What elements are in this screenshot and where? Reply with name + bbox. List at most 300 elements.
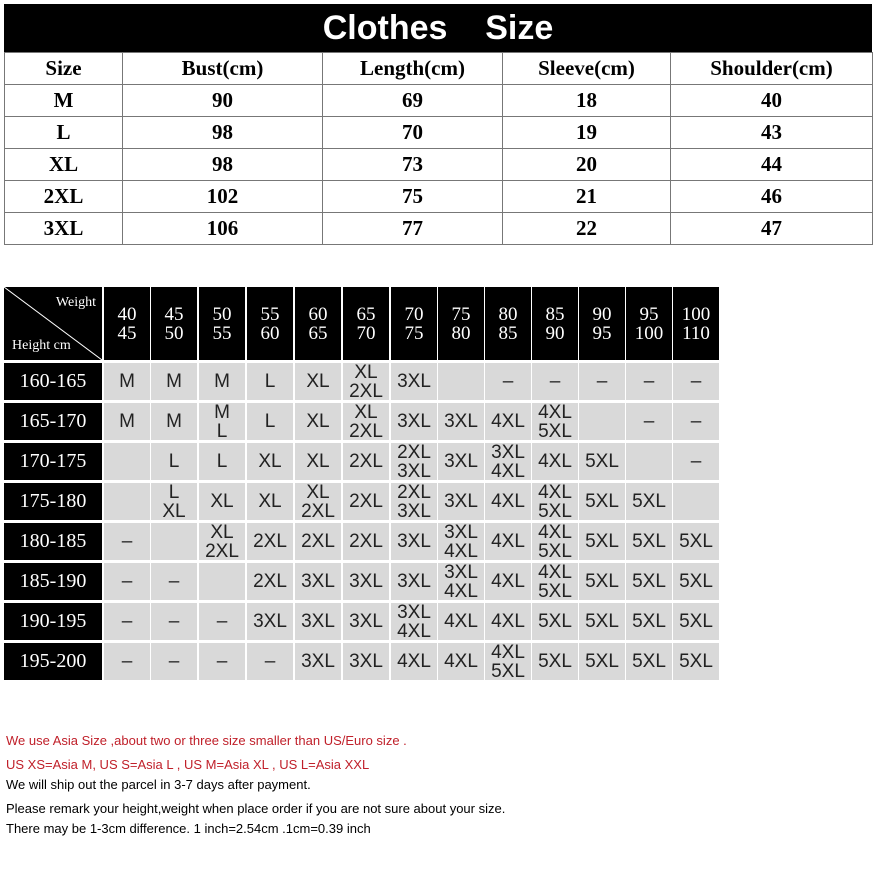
- recommended-size: –: [596, 371, 608, 392]
- size-chart-cell: [579, 523, 625, 560]
- height-row-label: 165-170: [4, 403, 102, 440]
- size-table-cell: 75: [323, 181, 503, 213]
- height-row-label: 195-200: [4, 643, 102, 680]
- header-size: Size: [5, 53, 123, 85]
- size-chart-cell: [391, 483, 437, 520]
- recommended-size: XL: [306, 411, 330, 432]
- recommended-size: 3XL: [349, 611, 383, 632]
- size-chart-cell: [438, 443, 484, 480]
- recommended-size: 3XL: [397, 601, 431, 623]
- size-table-cell: XL: [5, 149, 123, 181]
- size-table-cell: M: [5, 85, 123, 117]
- size-table-row: [5, 213, 873, 245]
- size-table-cell: 98: [123, 149, 323, 181]
- recommended-size: 3XL: [397, 411, 431, 432]
- weight-value: 75: [404, 322, 424, 344]
- header-shoulder: Shoulder(cm): [671, 53, 873, 85]
- weight-value: 65: [356, 303, 376, 325]
- recommended-size: M: [166, 411, 182, 432]
- recommended-size: 4XL: [397, 620, 431, 642]
- size-chart-cell: [199, 483, 245, 520]
- weight-value: 55: [260, 303, 280, 325]
- size-chart-cell: [391, 443, 437, 480]
- size-chart-cell: [485, 523, 531, 560]
- size-chart-cell: [391, 363, 437, 400]
- weight-value: 70: [404, 303, 424, 325]
- recommended-size: –: [121, 611, 133, 632]
- size-table-cell: 47: [671, 213, 873, 245]
- size-table-header-row: [5, 53, 873, 85]
- size-table-cell: 73: [323, 149, 503, 181]
- corner-weight-label: Weight: [55, 295, 96, 310]
- recommended-size: M: [166, 371, 182, 392]
- recommended-size: 3XL: [301, 611, 335, 632]
- size-chart-cell: [438, 403, 484, 440]
- size-chart-cell: [626, 523, 672, 560]
- size-chart-cell: [295, 403, 341, 440]
- recommended-size: XL: [306, 371, 330, 392]
- size-chart-cell: [199, 523, 245, 560]
- recommended-size: 2XL: [349, 451, 383, 472]
- size-chart-cell: [673, 483, 719, 520]
- size-chart-cell: [151, 603, 197, 640]
- size-chart-cell: [104, 563, 150, 600]
- recommended-size: 3XL: [349, 651, 383, 672]
- recommended-size: 5XL: [679, 571, 713, 592]
- size-chart-cell: [247, 403, 293, 440]
- recommended-size: –: [690, 411, 702, 432]
- size-chart-cell: [579, 443, 625, 480]
- chart-corner-header: [4, 287, 102, 360]
- size-chart-cell: [151, 403, 197, 440]
- note-line: Please remark your height,weight when place order if you are not sure about your size.: [6, 801, 506, 816]
- recommended-size: 3XL: [444, 411, 478, 432]
- recommended-size: 5XL: [679, 611, 713, 632]
- size-table-row: [5, 117, 873, 149]
- size-chart-cell: [438, 523, 484, 560]
- size-chart-cell: [343, 523, 389, 560]
- size-chart-cell: [199, 603, 245, 640]
- size-chart-cell: [391, 643, 437, 680]
- weight-value: 90: [545, 322, 565, 344]
- size-chart-cell: [295, 523, 341, 560]
- recommended-size: 5XL: [679, 651, 713, 672]
- recommended-size: 4XL: [444, 540, 478, 562]
- weight-column-header: [151, 287, 197, 360]
- recommended-size: 5XL: [585, 491, 619, 512]
- size-chart-cell: [626, 363, 672, 400]
- recommended-size: 3XL: [444, 451, 478, 472]
- note-line: We use Asia Size ,about two or three size smaller than US/Euro size .: [6, 733, 407, 748]
- size-chart-cell: [579, 483, 625, 520]
- recommended-size: 4XL: [491, 571, 525, 592]
- recommended-size: 5XL: [679, 531, 713, 552]
- recommended-size: 5XL: [538, 580, 572, 602]
- size-chart-cell: [626, 603, 672, 640]
- recommended-size: 4XL: [397, 651, 431, 672]
- size-chart-cell: [104, 403, 150, 440]
- weight-value: 95: [639, 303, 659, 325]
- size-chart-cell: [673, 403, 719, 440]
- size-chart-cell: [532, 523, 578, 560]
- recommended-size: 3XL: [444, 491, 478, 512]
- recommended-size: M: [214, 401, 230, 423]
- clothes-size-table: [4, 52, 873, 245]
- recommended-size: 3XL: [444, 521, 478, 543]
- size-table-row: [5, 149, 873, 181]
- recommended-size: M: [119, 411, 135, 432]
- size-chart-cell: [151, 563, 197, 600]
- weight-value: 50: [212, 303, 232, 325]
- size-chart-cell: [104, 643, 150, 680]
- size-chart-cell: [295, 363, 341, 400]
- height-row-label: 160-165: [4, 363, 102, 400]
- recommended-size: 3XL: [397, 460, 431, 482]
- size-chart-cell: [673, 523, 719, 560]
- size-table-cell: 22: [503, 213, 671, 245]
- size-chart-cell: [673, 563, 719, 600]
- size-chart-cell: [485, 363, 531, 400]
- weight-column-header: [391, 287, 437, 360]
- weight-value: 60: [308, 303, 328, 325]
- size-chart-cell: [579, 563, 625, 600]
- weight-value: 80: [498, 303, 518, 325]
- recommended-size: L: [168, 451, 180, 472]
- recommended-size: 3XL: [301, 571, 335, 592]
- size-chart-cell: [104, 363, 150, 400]
- size-chart-cell: [104, 523, 150, 560]
- weight-value: 100: [634, 322, 664, 344]
- recommended-size: 2XL: [301, 500, 335, 522]
- recommended-size: –: [216, 651, 228, 672]
- weight-value: 75: [451, 303, 471, 325]
- size-chart-cell: [199, 443, 245, 480]
- recommended-size: 4XL: [491, 611, 525, 632]
- recommended-size: M: [214, 371, 230, 392]
- size-table-cell: L: [5, 117, 123, 149]
- note-line: There may be 1-3cm difference. 1 inch=2.54cm .1cm=0.39 inch: [6, 821, 371, 836]
- weight-column-header: [673, 287, 719, 360]
- size-chart-cell: [579, 403, 625, 440]
- size-chart-cell: [199, 403, 245, 440]
- recommended-size: 5XL: [538, 540, 572, 562]
- size-chart-cell: [626, 563, 672, 600]
- header-sleeve: Sleeve(cm): [503, 53, 671, 85]
- recommended-size: 3XL: [397, 531, 431, 552]
- size-chart-cell: [391, 603, 437, 640]
- size-chart-cell: [247, 603, 293, 640]
- note-line: We will ship out the parcel in 3-7 days after payment.: [6, 777, 311, 792]
- recommended-size: 2XL: [301, 531, 335, 552]
- recommended-size: 3XL: [491, 441, 525, 463]
- weight-value: 90: [592, 303, 612, 325]
- recommended-size: –: [264, 651, 276, 672]
- recommended-size: 2XL: [349, 491, 383, 512]
- size-chart-cell: [626, 403, 672, 440]
- recommended-size: –: [643, 371, 655, 392]
- recommended-size: M: [119, 371, 135, 392]
- recommended-size: –: [502, 371, 514, 392]
- recommended-size: 4XL: [444, 611, 478, 632]
- size-chart-cell: [438, 643, 484, 680]
- recommended-size: 3XL: [349, 571, 383, 592]
- recommended-size: 5XL: [585, 651, 619, 672]
- size-chart-cell: [343, 363, 389, 400]
- recommended-size: 5XL: [538, 611, 572, 632]
- size-chart-cell: [626, 643, 672, 680]
- size-chart-cell: [104, 603, 150, 640]
- corner-height-label: Height cm: [12, 338, 71, 353]
- size-table-cell: 21: [503, 181, 671, 213]
- weight-value: 110: [682, 322, 710, 344]
- size-table-cell: 43: [671, 117, 873, 149]
- recommended-size: 5XL: [585, 611, 619, 632]
- recommended-size: –: [549, 371, 561, 392]
- recommended-size: 3XL: [253, 611, 287, 632]
- size-chart-cell: [391, 523, 437, 560]
- size-chart-cell: [532, 603, 578, 640]
- size-table-cell: 90: [123, 85, 323, 117]
- size-table-row: [5, 181, 873, 213]
- size-chart-cell: [343, 603, 389, 640]
- weight-value: 100: [681, 303, 711, 325]
- recommended-size: 5XL: [585, 451, 619, 472]
- size-table-cell: 70: [323, 117, 503, 149]
- recommended-size: 2XL: [349, 380, 383, 402]
- size-chart-cell: [247, 563, 293, 600]
- weight-column-header: [438, 287, 484, 360]
- size-chart-cell: [151, 643, 197, 680]
- recommended-size: 4XL: [491, 491, 525, 512]
- recommended-size: XL: [210, 521, 234, 543]
- height-row-label: 190-195: [4, 603, 102, 640]
- size-chart-cell: [485, 483, 531, 520]
- recommended-size: 4XL: [538, 451, 572, 472]
- size-chart-cell: [295, 563, 341, 600]
- recommended-size: 4XL: [538, 561, 572, 583]
- weight-value: 85: [498, 322, 518, 344]
- recommended-size: 3XL: [301, 651, 335, 672]
- recommended-size: 5XL: [632, 531, 666, 552]
- size-table-cell: 18: [503, 85, 671, 117]
- weight-column-header: [485, 287, 531, 360]
- size-chart-cell: [485, 643, 531, 680]
- size-chart-cell: [247, 483, 293, 520]
- recommended-size: 4XL: [538, 521, 572, 543]
- size-chart-cell: [532, 403, 578, 440]
- size-chart-cell: [247, 443, 293, 480]
- recommended-size: 4XL: [491, 411, 525, 432]
- recommended-size: 2XL: [349, 531, 383, 552]
- size-table-cell: 3XL: [5, 213, 123, 245]
- size-chart-cell: [626, 483, 672, 520]
- size-table-cell: 98: [123, 117, 323, 149]
- weight-column-header: [532, 287, 578, 360]
- size-chart-cell: [391, 563, 437, 600]
- recommended-size: XL: [258, 491, 282, 512]
- size-chart-cell: [343, 643, 389, 680]
- weight-column-header: [247, 287, 293, 360]
- weight-value: 70: [356, 322, 376, 344]
- recommended-size: L: [264, 371, 276, 392]
- recommended-size: 2XL: [253, 571, 287, 592]
- weight-value: 40: [117, 303, 137, 325]
- recommended-size: XL: [354, 361, 378, 383]
- recommended-size: 3XL: [444, 561, 478, 583]
- size-chart-cell: [485, 443, 531, 480]
- size-chart-cell: [199, 363, 245, 400]
- recommended-size: XL: [162, 500, 186, 522]
- size-chart-cell: [438, 363, 484, 400]
- weight-value: 45: [164, 303, 184, 325]
- height-row-label: 170-175: [4, 443, 102, 480]
- size-chart-cell: [104, 483, 150, 520]
- height-row-label: 175-180: [4, 483, 102, 520]
- size-chart-cell: [343, 563, 389, 600]
- recommended-size: XL: [210, 491, 234, 512]
- recommended-size: –: [643, 411, 655, 432]
- recommended-size: 5XL: [632, 611, 666, 632]
- weight-column-header: [626, 287, 672, 360]
- weight-value: 60: [260, 322, 280, 344]
- recommended-size: –: [121, 651, 133, 672]
- recommended-size: –: [690, 451, 702, 472]
- recommended-size: –: [690, 371, 702, 392]
- recommended-size: 4XL: [538, 401, 572, 423]
- weight-column-header: [295, 287, 341, 360]
- size-chart-cell: [673, 363, 719, 400]
- size-table-cell: 40: [671, 85, 873, 117]
- clothes-size-title: Clothes Size: [4, 4, 872, 52]
- size-chart-cell: [579, 603, 625, 640]
- size-chart-cell: [579, 363, 625, 400]
- recommended-size: 3XL: [397, 500, 431, 522]
- size-chart-cell: [247, 523, 293, 560]
- size-chart-cell: [151, 483, 197, 520]
- size-chart-cell: [438, 563, 484, 600]
- size-chart-cell: [391, 403, 437, 440]
- size-table-row: [5, 85, 873, 117]
- size-chart-cell: [104, 443, 150, 480]
- size-chart-cell: [485, 563, 531, 600]
- header-length: Length(cm): [323, 53, 503, 85]
- recommended-size: 4XL: [491, 641, 525, 663]
- weight-value: 50: [164, 322, 184, 344]
- recommended-size: –: [168, 651, 180, 672]
- recommended-size: 3XL: [397, 571, 431, 592]
- size-chart-cell: [247, 363, 293, 400]
- recommended-size: –: [168, 611, 180, 632]
- recommended-size: 4XL: [491, 531, 525, 552]
- size-chart-cell: [199, 563, 245, 600]
- recommended-size: 5XL: [585, 571, 619, 592]
- size-chart-cell: [626, 443, 672, 480]
- weight-value: 80: [451, 322, 471, 344]
- recommended-size: L: [168, 481, 180, 503]
- recommended-size: –: [121, 531, 133, 552]
- size-chart-cell: [532, 443, 578, 480]
- size-table-cell: 19: [503, 117, 671, 149]
- size-table-cell: 44: [671, 149, 873, 181]
- recommended-size: L: [216, 420, 228, 442]
- size-chart-cell: [343, 443, 389, 480]
- size-table-cell: 102: [123, 181, 323, 213]
- size-table-cell: 2XL: [5, 181, 123, 213]
- weight-value: 85: [545, 303, 565, 325]
- size-chart-cell: [295, 603, 341, 640]
- recommended-size: –: [216, 611, 228, 632]
- weight-column-header: [343, 287, 389, 360]
- recommended-size: –: [121, 571, 133, 592]
- recommended-size: 4XL: [538, 481, 572, 503]
- recommended-size: XL: [306, 481, 330, 503]
- recommended-size: 2XL: [397, 441, 431, 463]
- height-row-label: 180-185: [4, 523, 102, 560]
- recommended-size: XL: [306, 451, 330, 472]
- size-chart-cell: [532, 563, 578, 600]
- weight-value: 55: [212, 322, 232, 344]
- weight-height-size-chart: [4, 287, 720, 689]
- recommended-size: 2XL: [349, 420, 383, 442]
- height-row-label: 185-190: [4, 563, 102, 600]
- recommended-size: 5XL: [632, 571, 666, 592]
- size-chart-cell: [485, 603, 531, 640]
- weight-value: 95: [592, 322, 612, 344]
- recommended-size: XL: [354, 401, 378, 423]
- size-chart-cell: [532, 363, 578, 400]
- recommended-size: XL: [258, 451, 282, 472]
- recommended-size: –: [168, 571, 180, 592]
- size-chart-cell: [673, 443, 719, 480]
- recommended-size: 5XL: [538, 651, 572, 672]
- size-chart-cell: [579, 643, 625, 680]
- size-chart-cell: [532, 643, 578, 680]
- recommended-size: 4XL: [491, 460, 525, 482]
- recommended-size: 5XL: [538, 500, 572, 522]
- weight-value: 45: [117, 322, 137, 344]
- size-chart-cell: [151, 443, 197, 480]
- recommended-size: 3XL: [397, 371, 431, 392]
- recommended-size: 5XL: [632, 491, 666, 512]
- recommended-size: L: [264, 411, 276, 432]
- recommended-size: 2XL: [205, 540, 239, 562]
- weight-value: 65: [308, 322, 328, 344]
- recommended-size: 5XL: [491, 660, 525, 682]
- size-table-cell: 46: [671, 181, 873, 213]
- size-chart-cell: [247, 643, 293, 680]
- size-table-cell: 106: [123, 213, 323, 245]
- recommended-size: 5XL: [538, 420, 572, 442]
- size-table-cell: 69: [323, 85, 503, 117]
- size-chart-cell: [438, 483, 484, 520]
- size-chart-cell: [151, 523, 197, 560]
- recommended-size: 4XL: [444, 651, 478, 672]
- size-table-cell: 77: [323, 213, 503, 245]
- recommended-size: 2XL: [397, 481, 431, 503]
- size-chart-cell: [485, 403, 531, 440]
- header-bust: Bust(cm): [123, 53, 323, 85]
- note-line: US XS=Asia M, US S=Asia L , US M=Asia XL , US L=Asia XXL: [6, 757, 370, 772]
- size-chart-cell: [343, 483, 389, 520]
- recommended-size: 4XL: [444, 580, 478, 602]
- size-chart-cell: [673, 603, 719, 640]
- size-table-cell: 20: [503, 149, 671, 181]
- size-chart-cell: [438, 603, 484, 640]
- recommended-size: 5XL: [585, 531, 619, 552]
- recommended-size: 2XL: [253, 531, 287, 552]
- recommended-size: 5XL: [632, 651, 666, 672]
- weight-column-header: [579, 287, 625, 360]
